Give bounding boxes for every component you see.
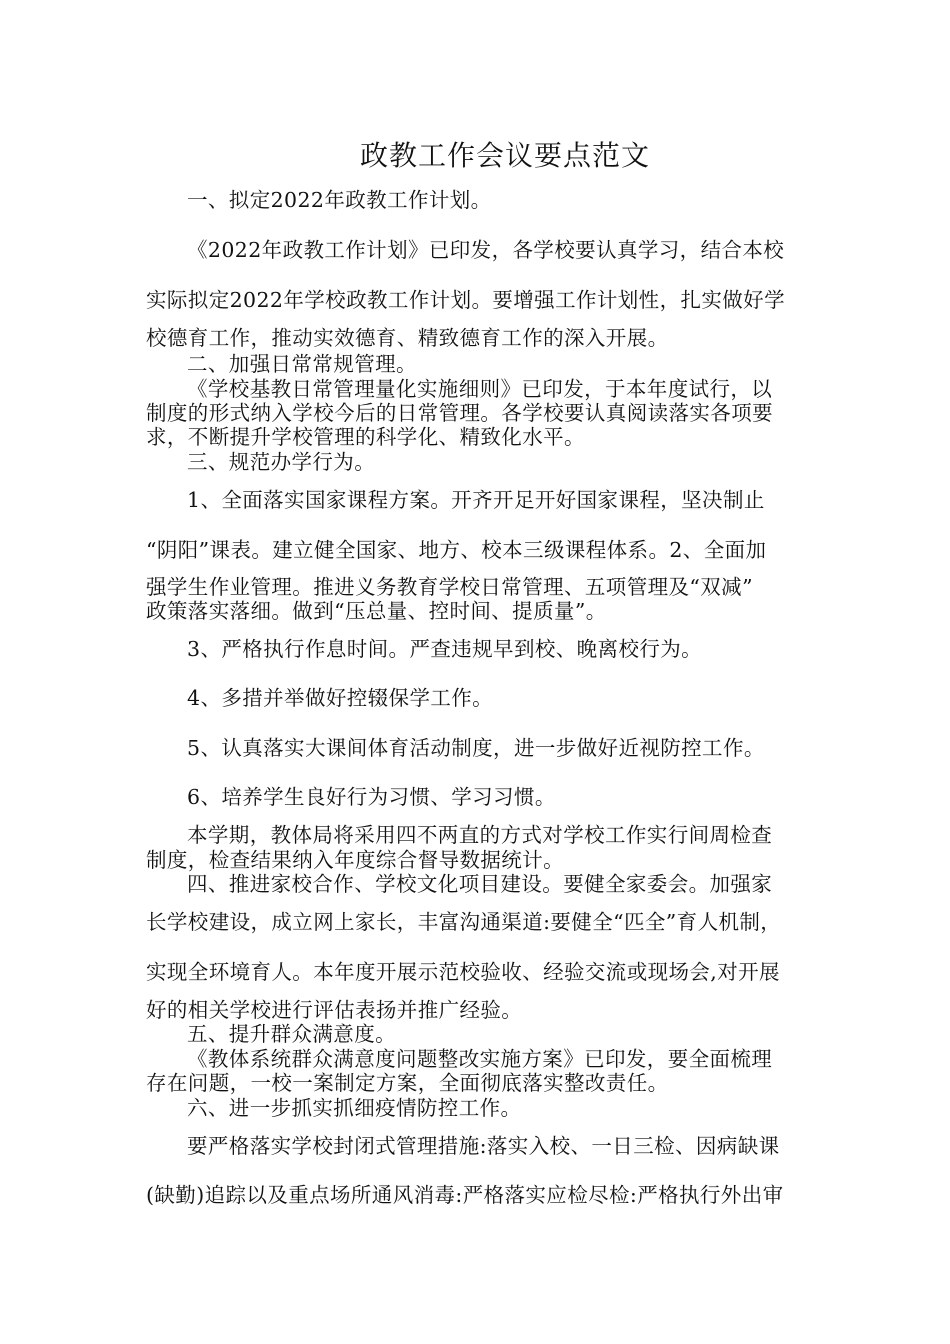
text-line: 本学期，教体局将采用四不两直的方式对学校工作实行间周检查 [187, 823, 773, 847]
text-line: 实现全环境育人。本年度开展示范校验收、经验交流或现场会,对开展 [146, 960, 780, 984]
text-line: (缺勤)追踪以及重点场所通风消毒:严格落实应检尽检:严格执行外出审 [146, 1183, 784, 1207]
document-title: 政教工作会议要点范文 [359, 139, 650, 172]
text-line: 4、多措并举做好控辍保学工作。 [187, 686, 494, 710]
text-line: 《学校基教日常管理量化实施细则》已印发，于本年度试行，以 [187, 377, 773, 401]
text-line: 长学校建设，成立网上家长，丰富沟通渠道:要健全“匹全”育人机制， [146, 910, 782, 934]
text-line: 要严格落实学校封闭式管理措施:落实入校、一日三检、因病缺课 [187, 1134, 780, 1158]
text-line: 3、严格执行作息时间。严查违规早到校、晚离校行为。 [187, 637, 703, 661]
text-line: 三、规范办学行为。 [187, 450, 376, 474]
text-line: 6、培养学生良好行为习惯、学习习惯。 [187, 785, 556, 809]
text-line: 制度，检查结果纳入年度综合督导数据统计。 [146, 848, 564, 872]
text-line: 《2022年政教工作计划》已印发，各学校要认真学习，结合本校 [187, 238, 785, 262]
text-line: 四、推进家校合作、学校文化项目建设。要健全家委会。加强家 [187, 872, 773, 896]
text-line: 政策落实落细。做到“压总量、控时间、提质量”。 [146, 599, 607, 623]
text-line: 《教体系统群众满意度问题整改实施方案》已印发，要全面梳理 [187, 1047, 773, 1071]
text-line: 好的相关学校进行评估表扬并推广经验。 [146, 998, 523, 1022]
text-line: 强学生作业管理。推进义务教育学校日常管理、五项管理及“双减” [146, 575, 753, 599]
text-line: 实际拟定2022年学校政教工作计划。要增强工作计划性，扎实做好学 [146, 288, 785, 312]
text-line: 1、全面落实国家课程方案。开齐开足开好国家课程，坚决制止 [187, 488, 765, 512]
text-line: 5、认真落实大课间体育活动制度，进一步做好近视防控工作。 [187, 736, 765, 760]
text-line: 校德育工作，推动实效德育、精致德育工作的深入开展。 [146, 326, 669, 350]
text-line: 求，不断提升学校管理的科学化、精致化水平。 [146, 425, 585, 449]
text-line: 一、拟定2022年政教工作计划。 [187, 188, 492, 212]
text-line: 二、加强日常常规管理。 [187, 352, 417, 376]
text-line: 制度的形式纳入学校今后的日常管理。各学校要认真阅读落实各项要 [146, 401, 773, 425]
text-line: “阴阳”课表。建立健全国家、地方、校本三级课程体系。2、全面加 [146, 538, 767, 562]
text-line: 六、进一步抓实抓细疫情防控工作。 [187, 1096, 522, 1120]
text-line: 存在问题，一校一案制定方案，全面彻底落实整改责任。 [146, 1071, 669, 1095]
text-line: 五、提升群众满意度。 [187, 1022, 396, 1046]
